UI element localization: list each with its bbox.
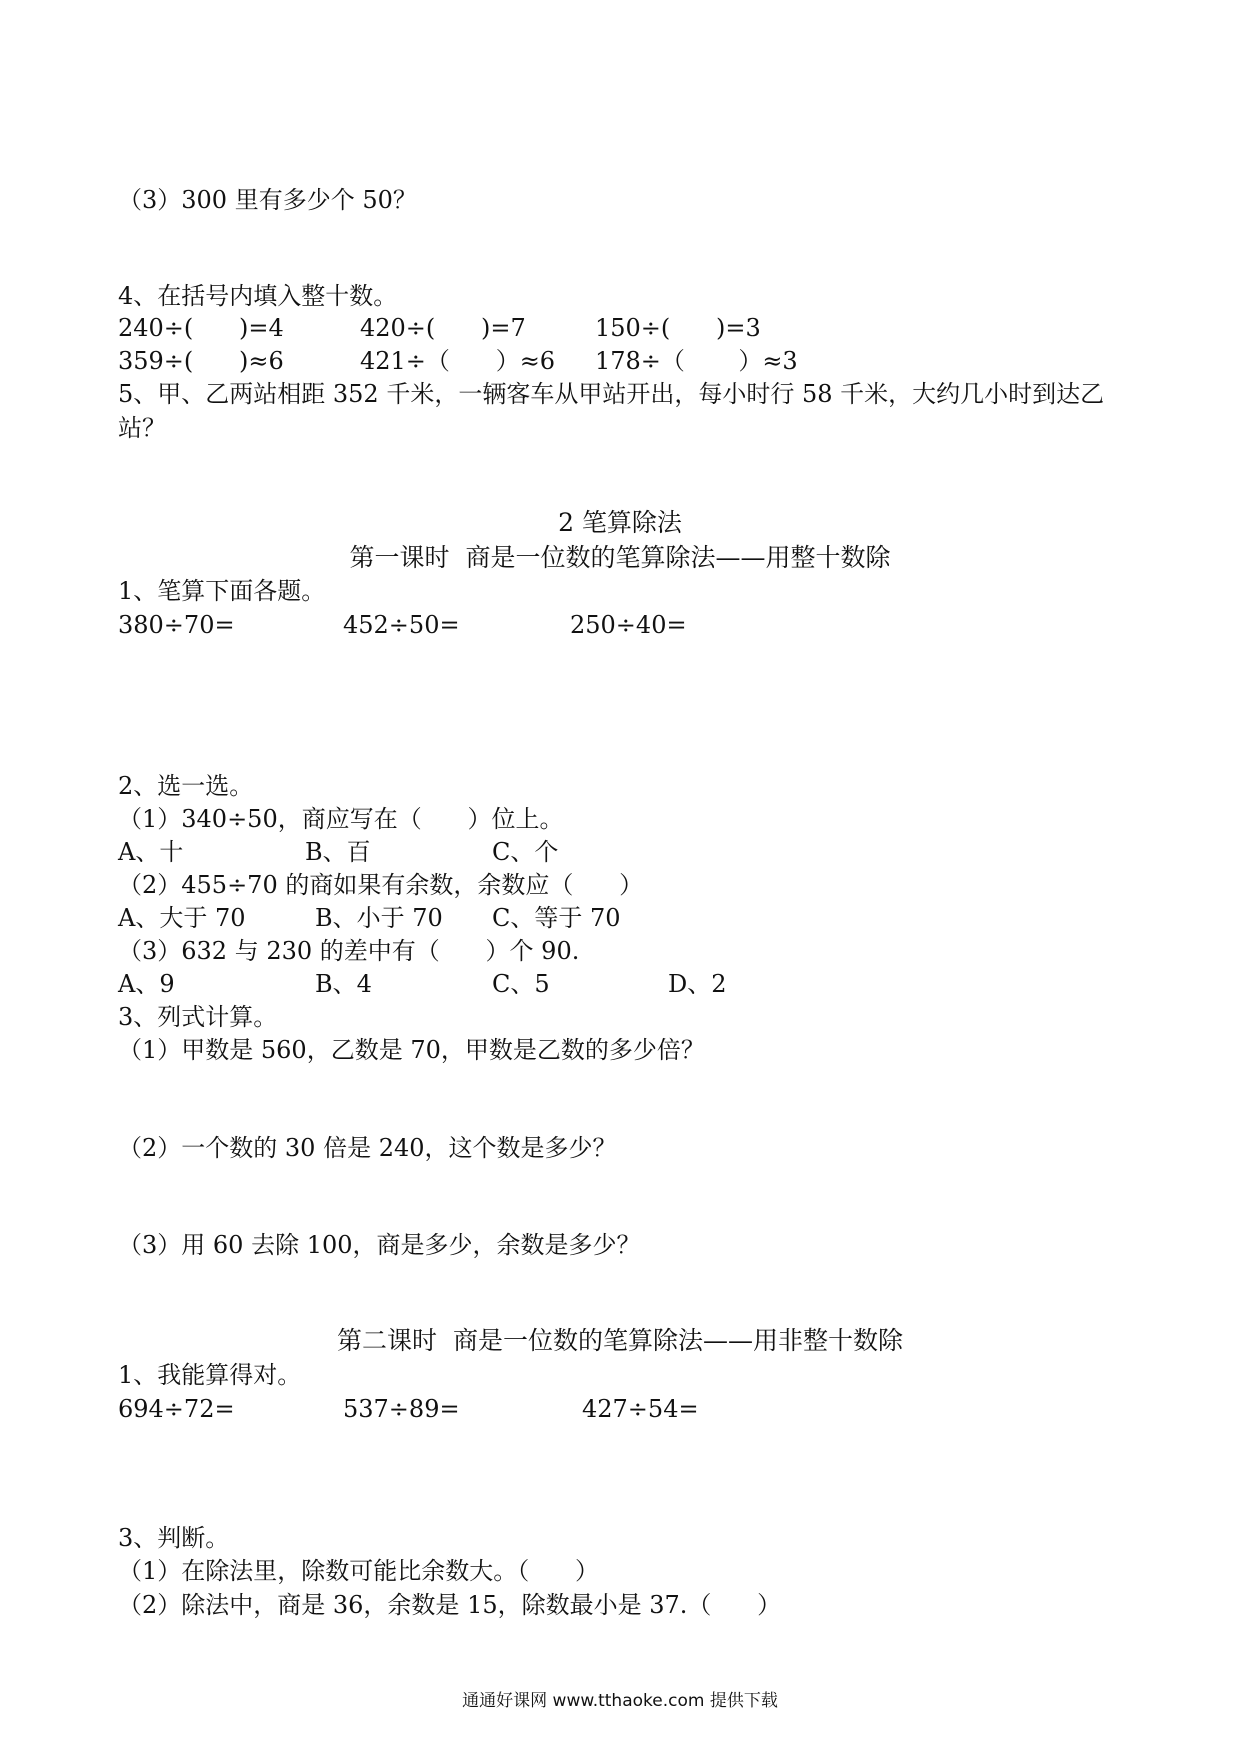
- choice-option: C、等于 70: [492, 904, 621, 932]
- fill-blank-item: 421÷（ ）≈6: [360, 347, 556, 375]
- choice-option: C、5: [492, 970, 550, 998]
- choice-option: A、十: [118, 838, 184, 866]
- lesson1-question-3-title: 3、列式计算。: [118, 1003, 278, 1031]
- calc-item: 452÷50=: [343, 611, 460, 639]
- judge-question-1: （1）在除法里，除数可能比余数大。（ ）: [118, 1557, 600, 1585]
- lesson1-question-1-title: 1、笔算下面各题。: [118, 577, 326, 605]
- calc-item: 694÷72=: [118, 1395, 235, 1423]
- lesson-1-heading: 第一课时 商是一位数的笔算除法——用整十数除: [349, 543, 891, 572]
- choice-option: D、2: [668, 970, 727, 998]
- calc-item: 380÷70=: [118, 611, 235, 639]
- fill-blank-item: 240÷( )=4: [118, 314, 284, 342]
- lesson1-question-2-title: 2、选一选。: [118, 772, 254, 800]
- choice-question-1: （1）340÷50，商应写在（ ）位上。: [118, 805, 564, 833]
- calc-item: 427÷54=: [582, 1395, 699, 1423]
- fill-blank-item: 178÷（ ）≈3: [595, 347, 798, 375]
- calc-question-3: （3）用 60 去除 100，商是多少，余数是多少？: [118, 1231, 641, 1259]
- choice-option: B、小于 70: [315, 904, 443, 932]
- choice-option: A、9: [118, 970, 175, 998]
- page-footer: 通通好课网 www.tthaoke.com 提供下载: [462, 1691, 778, 1711]
- question-5-line2: 站？: [118, 414, 166, 442]
- choice-option: C、个: [492, 838, 559, 866]
- choice-question-3: （3）632 与 230 的差中有（ ）个 90.: [118, 937, 580, 965]
- lesson-2-heading: 第二课时 商是一位数的笔算除法——用非整十数除: [337, 1326, 903, 1355]
- question-4-title: 4、在括号内填入整十数。: [118, 282, 398, 310]
- fill-blank-item: 150÷( )=3: [595, 314, 761, 342]
- choice-option: A、大于 70: [118, 904, 246, 932]
- judge-question-2: （2）除法中，商是 36，余数是 15，除数最小是 37.（ ）: [118, 1591, 782, 1619]
- question-5-line1: 5、甲、乙两站相距 352 千米，一辆客车从甲站开出，每小时行 58 千米，大约几小时到达乙: [118, 380, 1105, 408]
- calc-item: 250÷40=: [570, 611, 687, 639]
- question-3-3: （3）300 里有多少个 50？: [118, 186, 417, 214]
- choice-option: B、百: [305, 838, 371, 866]
- section-heading: 2 笔算除法: [558, 508, 682, 537]
- lesson2-question-3-title: 3、判断。: [118, 1524, 230, 1552]
- fill-blank-item: 420÷( )=7: [360, 314, 526, 342]
- calc-item: 537÷89=: [343, 1395, 460, 1423]
- calc-question-1: （1）甲数是 560，乙数是 70，甲数是乙数的多少倍？: [118, 1036, 705, 1064]
- calc-question-2: （2）一个数的 30 倍是 240，这个数是多少？: [118, 1134, 617, 1162]
- fill-blank-item: 359÷( )≈6: [118, 347, 284, 375]
- choice-option: B、4: [315, 970, 372, 998]
- lesson2-question-1-title: 1、我能算得对。: [118, 1361, 302, 1389]
- choice-question-2: （2）455÷70 的商如果有余数，余数应（ ）: [118, 871, 644, 899]
